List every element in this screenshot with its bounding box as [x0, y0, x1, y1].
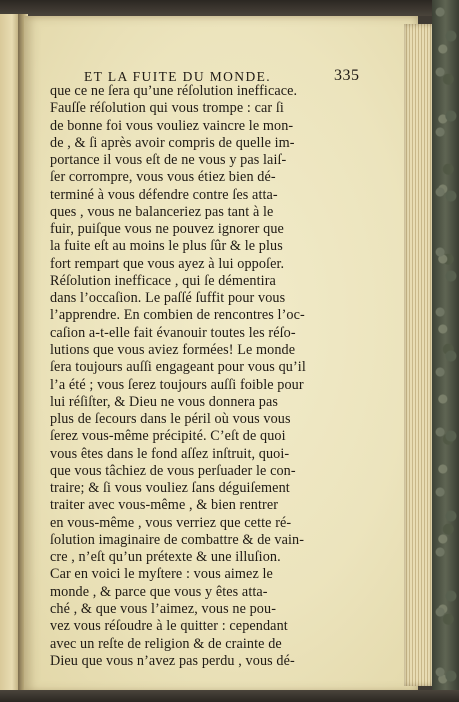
- text-line: terminé à vous défendre contre ſes atta-: [50, 186, 278, 203]
- text-line: l’a été ; vous ſerez toujours auſſi foible pour: [50, 376, 304, 393]
- text-line: Fauſſe réſolution qui vous trompe : car ſi: [50, 100, 284, 117]
- book-cover-bottom: [0, 690, 459, 702]
- text-line: plus de ſecours dans le péril où vous vous: [50, 411, 291, 428]
- text-line: ſera toujours auſſi engageant pour vous qu’il: [50, 359, 306, 376]
- text-line: ſolution imaginaire de combattre & de vain-: [50, 531, 305, 548]
- text-line: de bonne foi vous vouliez vaincre le mon-: [50, 117, 294, 134]
- text-line: lutions que vous aviez formées! Le monde: [50, 341, 296, 358]
- text-line: dans l’occaſion. Le paſſé ſuffit pour vous: [50, 290, 286, 307]
- text-line: vez vous réſoudre à le quitter : cependant: [50, 618, 288, 635]
- text-line: lui réſiſter, & Dieu ne vous donnera pas: [50, 393, 279, 410]
- text-line: cre , n’eſt qu’un prétexte & une illuſion.: [50, 549, 281, 566]
- text-line: monde , & parce que vous y êtes atta-: [50, 583, 268, 600]
- text-line: Réſolution inefficace , qui ſe démentira: [50, 272, 276, 289]
- text-line: que ce ne ſera qu’une réſolution inefficace.: [50, 83, 298, 99]
- text-line: Dieu que vous n’avez pas perdu , vous dé-: [50, 652, 295, 669]
- text-line: Car en voici le myſtere : vous aimez le: [50, 566, 273, 583]
- text-line: traiter avec vous-même , & bien rentrer: [50, 497, 279, 514]
- text-line: l’apprendre. En combien de rencontres l’oc-: [50, 307, 305, 324]
- running-head-title: ET LA FUITE DU MONDE.: [84, 69, 272, 84]
- body-text: [50, 83, 408, 670]
- page-text: [50, 68, 408, 675]
- text-line: avec un reſte de religion & de crainte de: [50, 635, 282, 652]
- text-line: ſerez vous-même précipité. C’eſt de quoi: [50, 428, 286, 445]
- text-line: ſer corrompre, vous vous étiez bien dé-: [50, 169, 276, 186]
- previous-page-edge: [0, 14, 20, 692]
- marbled-cover: [432, 0, 459, 702]
- text-line: de , & ſi après avoir compris de quelle im-: [50, 134, 295, 151]
- text-line: fuir, puiſque vous ne pouvez ignorer que: [50, 221, 284, 238]
- page-edges: [404, 24, 434, 686]
- book-cover-top: [0, 0, 459, 16]
- text-line: traire; & ſi vous vouliez ſans déguiſement: [50, 480, 290, 497]
- text-line: ché , & que vous l’aimez, vous ne pou-: [50, 600, 277, 617]
- page-number: 335: [334, 67, 360, 84]
- text-line: en vous-même , vous verriez que cette ré-: [50, 514, 292, 531]
- text-line: portance il vous eſt de ne vous y pas laiſ-: [50, 152, 287, 169]
- text-line: ques , vous ne balanceriez pas tant à le: [50, 203, 274, 220]
- text-line: vous êtes dans le fond aſſez inſtruit, quoi-: [50, 445, 290, 462]
- text-line: que vous tâchiez de vous perſuader le con-: [50, 462, 296, 479]
- text-line: caſion a-t-elle fait évanouir toutes les réſo-: [50, 324, 296, 341]
- text-line: fort rempart que vous ayez à lui oppoſer.: [50, 255, 285, 272]
- text-line: la fuite eſt au moins le plus ſûr & le plus: [50, 238, 283, 255]
